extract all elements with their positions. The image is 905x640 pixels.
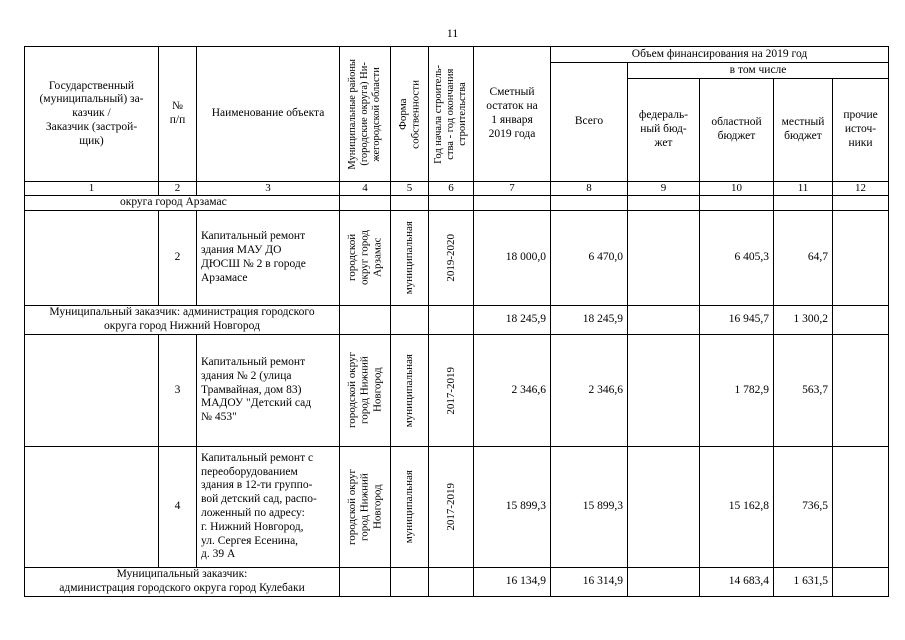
federal-cell bbox=[628, 334, 700, 446]
total-cell: 18 245,9 bbox=[551, 305, 628, 334]
balance-cell: 16 134,9 bbox=[474, 567, 551, 596]
regional-cell: 16 945,7 bbox=[700, 305, 774, 334]
federal-cell bbox=[628, 305, 700, 334]
local-cell: 1 631,5 bbox=[774, 567, 833, 596]
local-cell: 736,5 bbox=[774, 446, 833, 567]
col-num: 8 bbox=[551, 182, 628, 196]
other-cell bbox=[833, 305, 889, 334]
header-balance: Сметный остаток на 1 января 2019 года bbox=[474, 47, 551, 182]
local-cell: 64,7 bbox=[774, 210, 833, 305]
federal-cell bbox=[628, 210, 700, 305]
federal-cell bbox=[628, 567, 700, 596]
row-number: 2 bbox=[159, 210, 197, 305]
col-num: 12 bbox=[833, 182, 889, 196]
ownership-cell: муниципальная bbox=[391, 210, 429, 305]
object-name: Капитальный ремонт здания № 2 (улица Трамвайная, дом 83) МАДОУ "Детский сад № 453" bbox=[197, 334, 340, 446]
object-name: Капитальный ремонт здания МАУ ДО ДЮСШ № 2 в городе Арзамасе bbox=[197, 210, 340, 305]
total-cell: 16 314,9 bbox=[551, 567, 628, 596]
other-cell bbox=[833, 567, 889, 596]
col-num: 2 bbox=[159, 182, 197, 196]
header-number: № п/п bbox=[159, 47, 197, 182]
other-cell bbox=[833, 210, 889, 305]
col-num: 10 bbox=[700, 182, 774, 196]
header-other: прочие источ- ники bbox=[833, 79, 889, 182]
total-cell: 15 899,3 bbox=[551, 446, 628, 567]
table-row bbox=[25, 446, 889, 567]
customer-summary: Муниципальный заказчик: администрация городского округа город Нижний Новгород bbox=[25, 305, 340, 334]
regional-cell: 6 405,3 bbox=[700, 210, 774, 305]
table-row bbox=[25, 567, 889, 596]
col-num: 9 bbox=[628, 182, 700, 196]
header-customer: Государственный (муниципальный) за- казчик / Заказчик (застрой- щик) bbox=[25, 47, 159, 182]
district-cell: городской округ город Нижний Новгород bbox=[340, 334, 391, 446]
col-num: 7 bbox=[474, 182, 551, 196]
object-name: Капитальный ремонт с переоборудованием здания в 12-ти группо- вой детский сад, распо- ложенный по адресу: г. Нижний Новгород, ул. Сергея Есенина, д. 39 А bbox=[197, 446, 340, 567]
local-cell: 563,7 bbox=[774, 334, 833, 446]
col-num: 4 bbox=[340, 182, 391, 196]
balance-cell: 2 346,6 bbox=[474, 334, 551, 446]
local-cell: 1 300,2 bbox=[774, 305, 833, 334]
balance-cell: 18 245,9 bbox=[474, 305, 551, 334]
table-row bbox=[25, 196, 889, 211]
other-cell bbox=[833, 446, 889, 567]
col-num: 3 bbox=[197, 182, 340, 196]
header-funding-total: Объем финансирования на 2019 год bbox=[551, 47, 889, 63]
customer-continuation: округа город Арзамас bbox=[25, 196, 340, 211]
balance-cell: 18 000,0 bbox=[474, 210, 551, 305]
total-cell: 6 470,0 bbox=[551, 210, 628, 305]
table-row bbox=[25, 210, 889, 305]
header-regional: областной бюджет bbox=[700, 79, 774, 182]
regional-cell: 15 162,8 bbox=[700, 446, 774, 567]
header-including: в том числе bbox=[628, 63, 889, 79]
regional-cell: 1 782,9 bbox=[700, 334, 774, 446]
row-number: 4 bbox=[159, 446, 197, 567]
header-total: Всего bbox=[551, 63, 628, 182]
ownership-cell: муниципальная bbox=[391, 334, 429, 446]
column-number-row bbox=[25, 182, 889, 196]
regional-cell: 14 683,4 bbox=[700, 567, 774, 596]
col-num: 1 bbox=[25, 182, 159, 196]
header-local: местный бюджет bbox=[774, 79, 833, 182]
other-cell bbox=[833, 334, 889, 446]
header-years: Год начала строитель- ства - год окончания строительства bbox=[429, 47, 474, 182]
years-cell: 2017-2019 bbox=[429, 334, 474, 446]
years-cell: 2017-2019 bbox=[429, 446, 474, 567]
col-num: 5 bbox=[391, 182, 429, 196]
header-federal: федераль- ный бюд- жет bbox=[628, 79, 700, 182]
header-districts: Муниципальные районы (городские округа) Ни- жегородской области bbox=[340, 47, 391, 182]
col-num: 11 bbox=[774, 182, 833, 196]
customer-summary: Муниципальный заказчик: администрация городского округа город Кулебаки bbox=[25, 567, 340, 596]
district-cell: городской округ город Арзамас bbox=[340, 210, 391, 305]
table-row bbox=[25, 305, 889, 334]
financing-table bbox=[24, 46, 889, 597]
federal-cell bbox=[628, 446, 700, 567]
col-num: 6 bbox=[429, 182, 474, 196]
page-number: 11 bbox=[446, 26, 459, 40]
header-object-name: Наименование объекта bbox=[197, 47, 340, 182]
ownership-cell: муниципальная bbox=[391, 446, 429, 567]
total-cell: 2 346,6 bbox=[551, 334, 628, 446]
district-cell: городской округ город Нижний Новгород bbox=[340, 446, 391, 567]
header-ownership: Форма собственности bbox=[391, 47, 429, 182]
row-number: 3 bbox=[159, 334, 197, 446]
table-row bbox=[25, 334, 889, 446]
years-cell: 2019-2020 bbox=[429, 210, 474, 305]
balance-cell: 15 899,3 bbox=[474, 446, 551, 567]
